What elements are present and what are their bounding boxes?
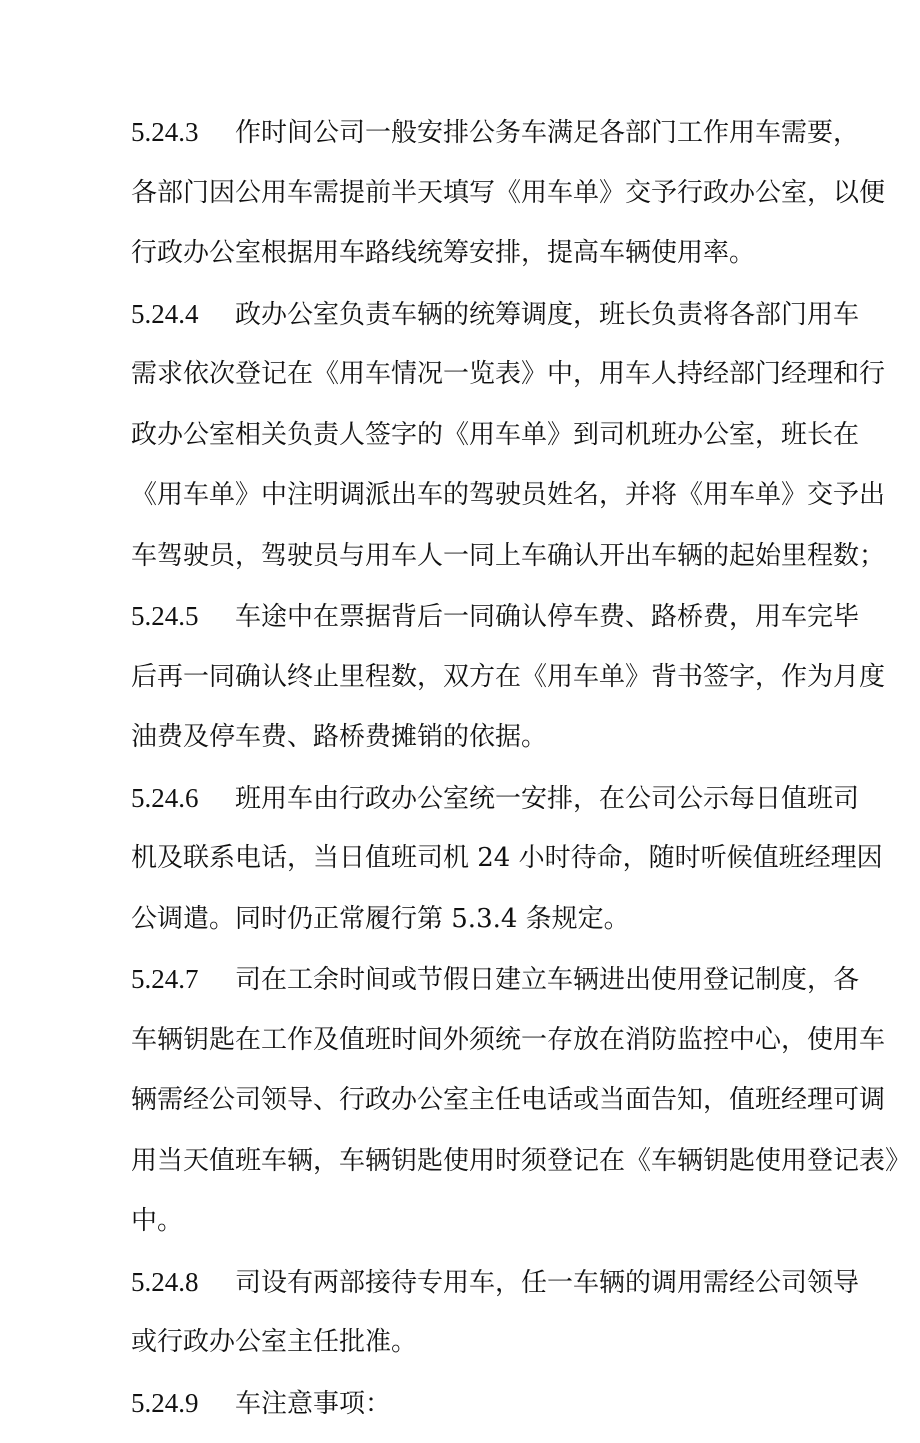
clause-5-24-6 (131, 778, 811, 960)
clause-text-line: 《用车单》中注明调派出车的驾驶员姓名，并将《用车单》交予出 (131, 475, 811, 536)
clause-text-line: 车辆钥匙在工作及值班时间外须统一存放在消防监控中心，使用车 (131, 1020, 811, 1081)
clause-text-line: 机及联系电话，当日值班司机 24 小时待命，随时听候值班经理因 (131, 838, 811, 899)
clause-text-line: 各部门因公用车需提前半天填写《用车单》交予行政办公室，以便 (131, 173, 811, 234)
clause-number: 5.24.8 (131, 1262, 235, 1303)
clause-5-24-4 (131, 294, 811, 597)
clause-text-line: 班用车由行政办公室统一安排，在公司公示每日值班司 (235, 784, 859, 814)
clause-text-line: 车驾驶员，驾驶员与用车人一同上车确认开出车辆的起始里程数； (131, 536, 811, 597)
clause-number: 5.24.6 (131, 778, 235, 819)
clause-text-line: 政办公室相关负责人签字的《用车单》到司机班办公室，班长在 (131, 415, 811, 476)
clause-number: 5.24.7 (131, 959, 235, 1000)
clause-number: 5.24.5 (131, 596, 235, 637)
clause-text-line: 司设有两部接待专用车，任一车辆的调用需经公司领导 (235, 1268, 859, 1298)
clause-number: 5.24.3 (131, 112, 235, 153)
clause-5-24-8 (131, 1262, 811, 1383)
clause-text-line: 后再一同确认终止里程数，双方在《用车单》背书签字，作为月度 (131, 657, 811, 718)
clause-text-line: 司在工余时间或节假日建立车辆进出使用登记制度，各 (235, 965, 859, 995)
clause-text-line: 作时间公司一般安排公务车满足各部门工作用车需要， (235, 118, 859, 148)
clause-text-line: 公调遣。同时仍正常履行第 5.3.4 条规定。 (131, 899, 811, 960)
clause-text-line: 车途中在票据背后一同确认停车费、路桥费，用车完毕 (235, 602, 859, 632)
clause-text-line: 辆需经公司领导、行政办公室主任电话或当面告知，值班经理可调 (131, 1080, 811, 1141)
clause-5-24-5 (131, 596, 811, 778)
document-body (131, 112, 811, 1443)
clause-number: 5.24.4 (131, 294, 235, 335)
clause-text-line: 行政办公室根据用车路线统筹安排，提高车辆使用率。 (131, 233, 811, 294)
clause-text-line: 用当天值班车辆，车辆钥匙使用时须登记在《车辆钥匙使用登记表》 (131, 1141, 811, 1202)
clause-text-line: 或行政办公室主任批准。 (131, 1322, 811, 1383)
clause-text-line: 政办公室负责车辆的统筹调度，班长负责将各部门用车 (235, 300, 859, 330)
clause-text-line: 车注意事项： (235, 1389, 391, 1419)
clause-number: 5.24.9 (131, 1383, 235, 1424)
clause-5-24-3 (131, 112, 811, 294)
clause-5-24-9 (131, 1383, 811, 1443)
clause-text-line: 需求依次登记在《用车情况一览表》中，用车人持经部门经理和行 (131, 354, 811, 415)
clause-text-line: 油费及停车费、路桥费摊销的依据。 (131, 717, 811, 778)
clause-5-24-7 (131, 959, 811, 1262)
clause-text-line: 中。 (131, 1201, 811, 1262)
